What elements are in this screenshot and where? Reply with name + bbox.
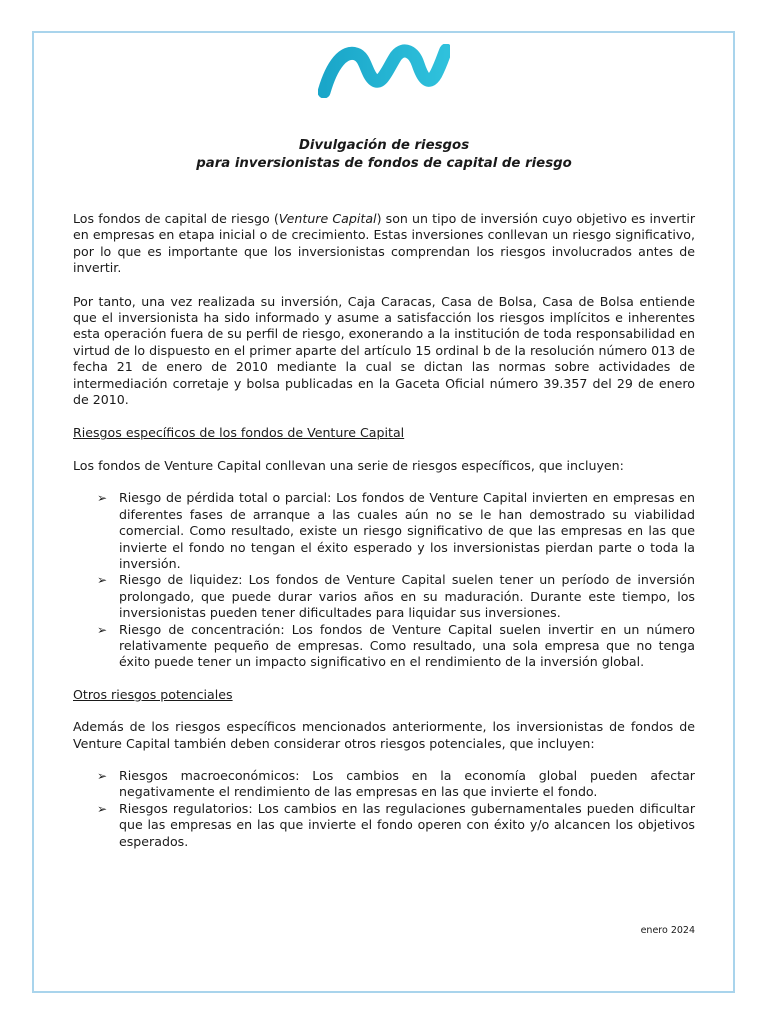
specific-risks-list [73, 490, 695, 670]
intro-text-italic: Venture Capital [278, 211, 377, 226]
arrow-bullet-icon: ➢ [97, 801, 108, 816]
list-item [73, 572, 695, 621]
other-risks-heading: Otros riesgos potenciales [73, 686, 233, 702]
other-risks-intro: Además de los riesgos específicos mencionados anteriormente, los inversionistas de fondos de Venture Capital también deben considerar otros riesgos potenciales, que incluyen: [73, 719, 695, 751]
document-date: enero 2024 [640, 925, 695, 936]
document-title [73, 137, 695, 173]
document-body [73, 211, 695, 850]
intro-text-start: Los fondos de capital de riesgo ( [73, 211, 279, 226]
intro-paragraph [73, 211, 695, 277]
title-line-1: Divulgación de riesgos [298, 138, 470, 153]
list-item-text: Riesgos macroeconómicos: Los cambios en la economía global pueden afectar negativamente el rendimiento de las empresas en las que invierte el fondo. [119, 767, 695, 800]
mv-wave-logo-icon [318, 44, 450, 98]
other-risks-list [73, 768, 695, 850]
list-item [73, 490, 695, 572]
arrow-bullet-icon: ➢ [97, 573, 108, 588]
arrow-bullet-icon: ➢ [97, 622, 108, 637]
list-item-text: Riesgo de liquidez: Los fondos de Venture Capital suelen tener un período de inversión prolongado, que puede durar varios años en su maduración. Durante este tiempo, los inversionistas pueden tener dificultades para liquidar sus inversiones. [119, 572, 695, 621]
list-item-text: Riesgos regulatorios: Los cambios en las regulaciones gubernamentales pueden dificultar que las empresas en las que invierte el fondo operen con éxito y/o alcancen los objetivos esperados. [119, 800, 695, 849]
disclaimer-paragraph: Por tanto, una vez realizada su inversión, Caja Caracas, Casa de Bolsa, Casa de Bolsa entiende que el inversionista ha sido informado y asume a satisfacción los riesgos implícitos e inherentes esta operación fuera de su perfil de riesgo, exonerando a la institución de toda responsabilidad en virtud de lo dispuesto en el primer aparte del artículo 15 ordinal b de la resolución número 013 de fecha 21 de enero de 2010 mediante la cual se dictan las normas sobre actividades de intermediación corretaje y bolsa publicadas en la Gaceta Oficial número 39.357 del 29 de enero de 2010. [73, 293, 695, 408]
intro-text-end: ) son un tipo de inversión cuyo objetivo es invertir en empresas en etapa inicial o de crecimiento. Estas inversiones conllevan un riesgo significativo, por lo que es importante que los inversionistas comprendan los riesgos involucrados antes de invertir. [73, 211, 695, 276]
list-item-text: Riesgo de concentración: Los fondos de Venture Capital suelen invertir en un número relativamente pequeño de empresas. Como resultado, una sola empresa que no tenga éxito puede tener un impacto significativo en el rendimiento de la inversión global. [119, 621, 695, 670]
list-item-text: Riesgo de pérdida total o parcial: Los fondos de Venture Capital invierten en empresas en diferentes fases de arranque a las cuales aún no se le han demostrado su viabilidad comercial. Como resultado, existe un riesgo significativo de que las empresas en las que invierte el fondo no tengan el éxito esperado y los inversionistas pierdan parte o toda la inversión. [119, 490, 695, 571]
list-item [73, 622, 695, 671]
arrow-bullet-icon: ➢ [97, 768, 108, 783]
specific-risks-heading: Riesgos específicos de los fondos de Venture Capital [73, 425, 405, 441]
title-line-2: para inversionistas de fondos de capital de riesgo [196, 156, 572, 171]
arrow-bullet-icon: ➢ [97, 491, 108, 506]
list-item [73, 768, 695, 801]
specific-risks-intro: Los fondos de Venture Capital conllevan una serie de riesgos específicos, que incluyen: [73, 457, 624, 473]
list-item [73, 801, 695, 850]
